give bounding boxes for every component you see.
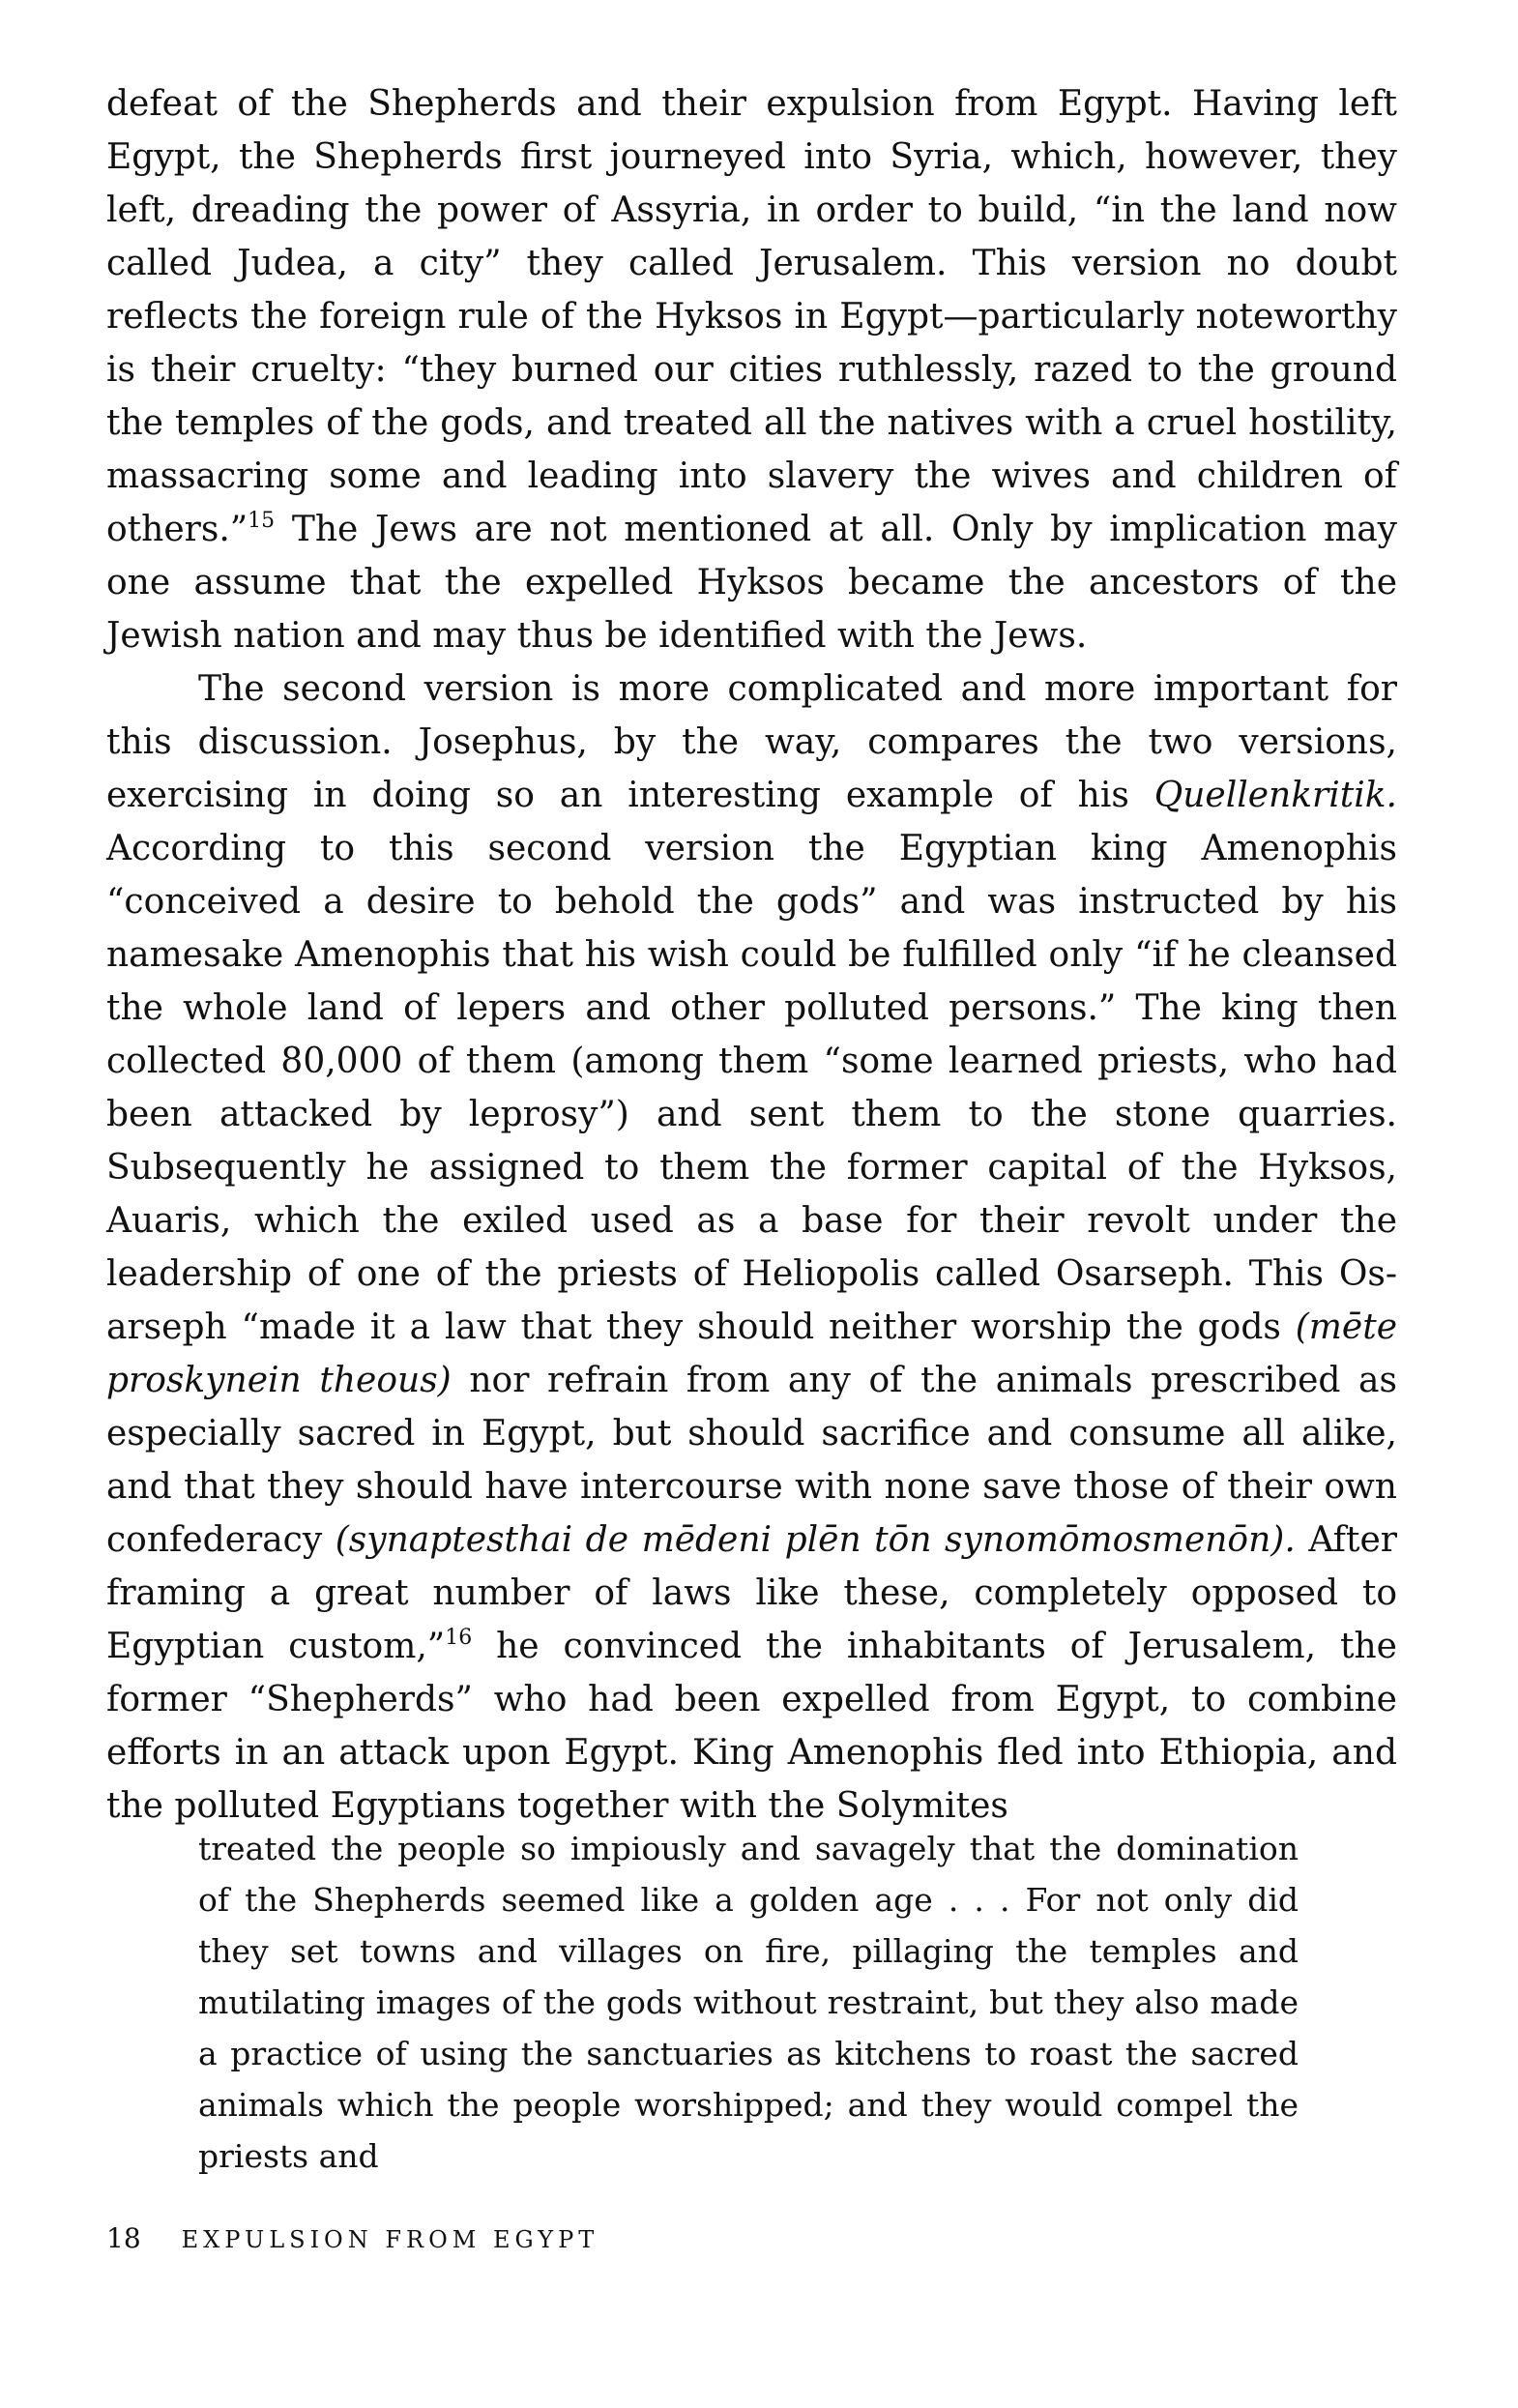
greek-phrase-synaptesthai: (synaptesthai de mēdeni plēn tōn synomōmosmenōn). — [335, 1520, 1296, 1560]
paragraph-2 — [106, 662, 1397, 1833]
page-number: 18 — [106, 2222, 141, 2254]
paragraph-2-text-a: The second version is more complicated and more important for this discussion. Josephus, by the way, compares the two versions, exercising in doing so an interesting example of his — [106, 669, 1397, 815]
paragraph-2-text-b: According to this second version the Egyptian king Amenophis “conceived a desire to behold the gods” and was instructed by his namesake Amenophis that his wish could be fulfilled only “if he cleansed the whole land of lepers and other polluted persons.” The king then collected 80,000 of them (among them “some learned priests, who had been attacked by leprosy”) and sent them to the stone quarries. Subsequently he assigned to them the former capital of the Hyksos, Auaris, which the exiled used as a base for their revolt under the leadership of one of the priests of Heliopolis called Osarseph. This Osarseph “made it a law that they should neither worship the gods — [106, 829, 1397, 1347]
block-quote — [198, 1823, 1299, 2182]
paragraph-1-text-b: The Jews are not mentioned at all. Only by implication may one assume that the expelled Hyksos became the ancestors of the Jewish nation and may thus be identified with the Jews. — [106, 510, 1397, 656]
block-quote-text: treated the people so impiously and savagely that the domination of the Shepherds seemed like a golden age . . . For not only did they set towns and villages on fire, pillaging the temples and mutilating images of the gods without restraint, but they also made a practice of using the sanctuaries as kitchens to roast the sacred animals which the people worshipped; and they would compel the priests and — [198, 1830, 1299, 2175]
paragraph-2-text-e: he convinced the inhabitants of Jerusalem, the former “Shepherds” who had been expelled from Egypt, to combine efforts in an attack upon Egypt. King Amenophis fled into Ethiopia, and the polluted Egyptians together with the Solymites — [106, 1627, 1397, 1826]
paragraph-1 — [106, 77, 1397, 662]
paragraph-1-text-a: defeat of the Shepherds and their expulsion from Egypt. Having left Egypt, the Shepherds first journeyed into Syria, which, however, they left, dreading the power of Assyria, in order to build, “in the land now called Judea, a city” they called Jerusalem. This version no doubt reflects the foreign rule of the Hyksos in Egypt—particularly noteworthy is their cruelty: “they burned our cities ruthlessly, razed to the ground the temples of the gods, and treated all the natives with a cruel hostility, massacring some and leading into slavery the wives and children of others.” — [106, 84, 1397, 549]
greek-phrase-mete-proskynein: (mēte proskynein theous) — [106, 1307, 1397, 1400]
paragraph-2-text-d: After framing a great number of laws like these, completely opposed to Egyptian custom,” — [106, 1520, 1397, 1666]
page-footer — [106, 2219, 977, 2258]
term-quellenkritik: Quellenkritik. — [1153, 776, 1397, 815]
running-head: EXPULSION FROM EGYPT — [181, 2226, 599, 2253]
footnote-ref-15: 15 — [248, 509, 276, 533]
main-text — [106, 77, 1397, 1833]
footnote-ref-16: 16 — [445, 1626, 473, 1650]
paragraph-2-text-c: nor refrain from any of the animals prescribed as especially sacred in Egypt, but should sacrifice and consume all alike, and that they should have intercourse with none save those of their own confederacy — [106, 1361, 1397, 1560]
